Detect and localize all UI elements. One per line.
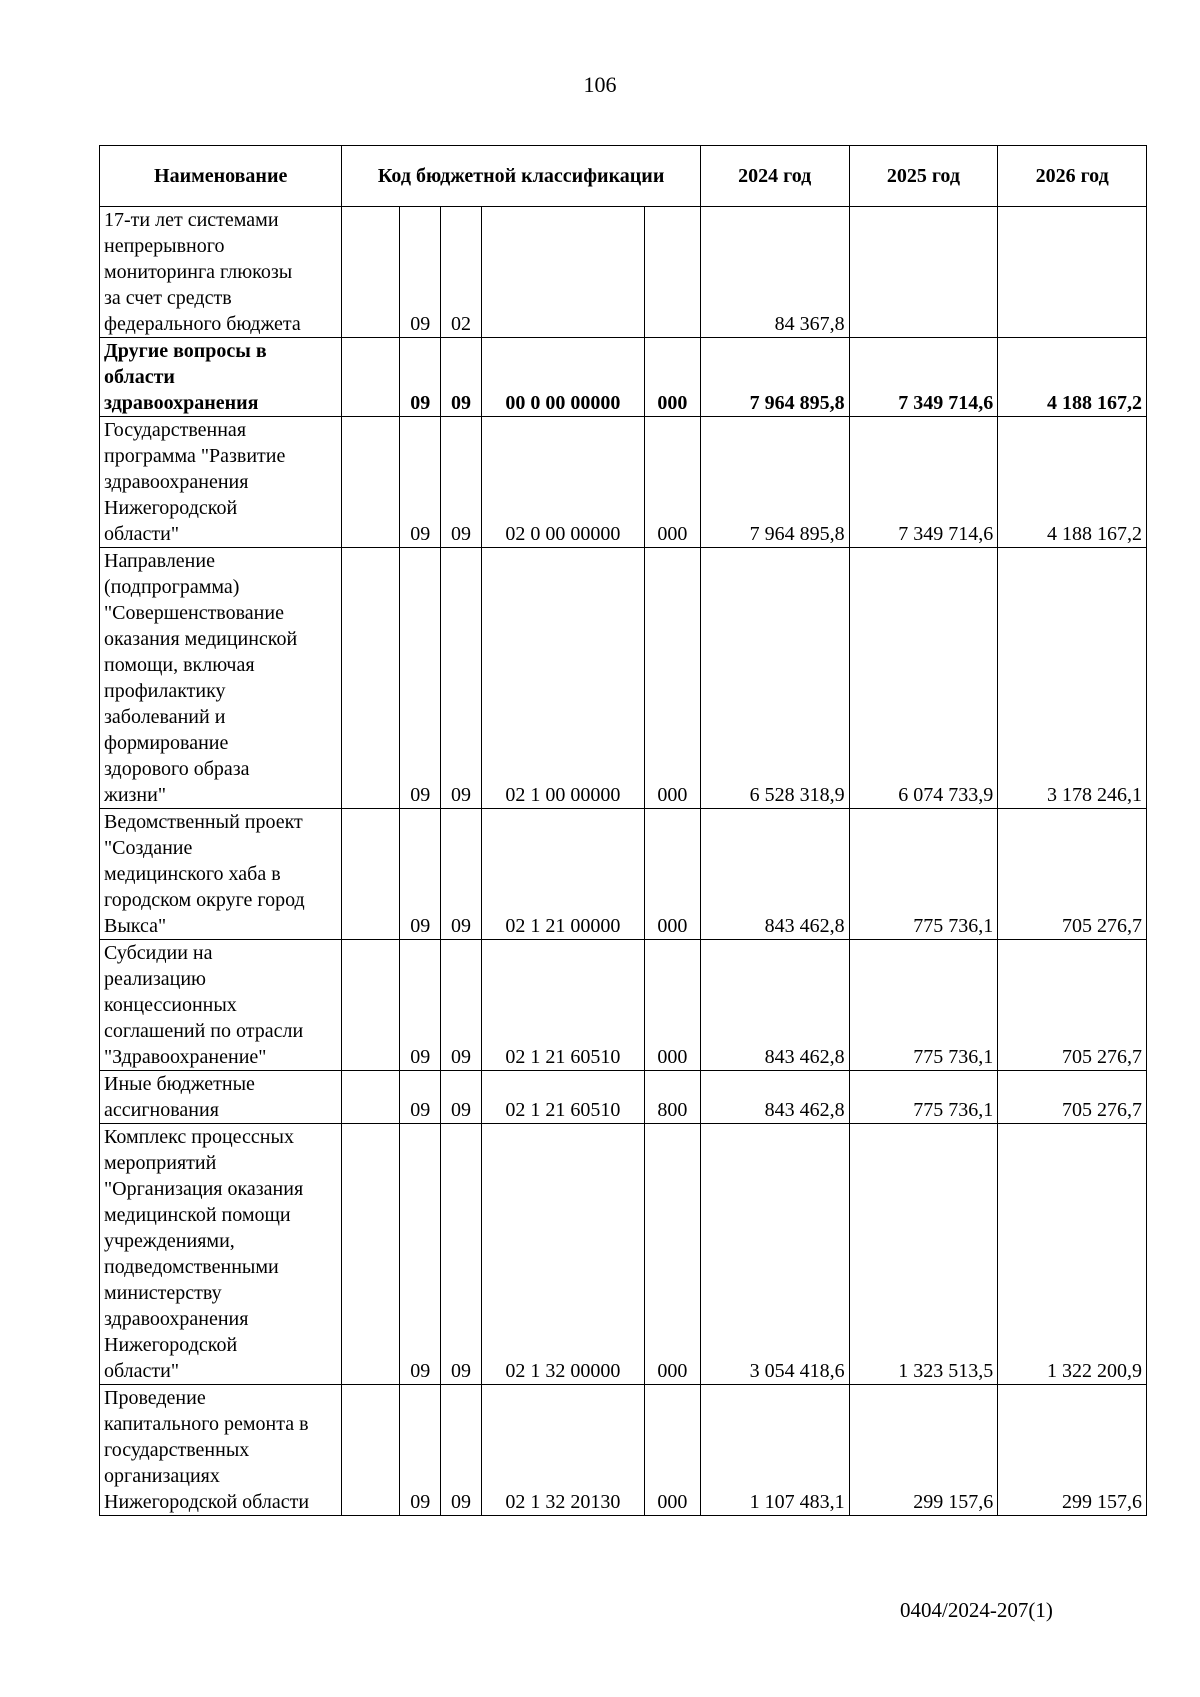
row-spacer <box>342 548 400 809</box>
table-row <box>100 548 1147 809</box>
row-subsection: 09 <box>441 417 482 548</box>
row-target-article: 02 0 00 00000 <box>481 417 644 548</box>
row-section: 09 <box>400 338 441 417</box>
row-name: Субсидии на реализацию концессионных соглашений по отрасли "Здравоохранение" <box>100 940 342 1071</box>
row-2026: 705 276,7 <box>998 940 1147 1071</box>
row-2024: 6 528 318,9 <box>700 548 849 809</box>
row-2025: 775 736,1 <box>849 809 998 940</box>
row-expense-type: 000 <box>644 417 700 548</box>
table-row <box>100 207 1147 338</box>
row-target-article: 02 1 32 00000 <box>481 1124 644 1385</box>
row-expense-type: 000 <box>644 548 700 809</box>
row-2024: 7 964 895,8 <box>700 417 849 548</box>
row-2026 <box>998 207 1147 338</box>
row-expense-type: 000 <box>644 809 700 940</box>
row-section: 09 <box>400 548 441 809</box>
row-2025: 775 736,1 <box>849 940 998 1071</box>
row-2024: 843 462,8 <box>700 809 849 940</box>
row-target-article: 02 1 21 00000 <box>481 809 644 940</box>
row-2025: 7 349 714,6 <box>849 338 998 417</box>
row-subsection: 09 <box>441 940 482 1071</box>
row-section: 09 <box>400 417 441 548</box>
table-row <box>100 1071 1147 1124</box>
row-2025: 1 323 513,5 <box>849 1124 998 1385</box>
row-2025: 299 157,6 <box>849 1385 998 1516</box>
row-expense-type: 000 <box>644 338 700 417</box>
header-2025: 2025 год <box>849 146 998 207</box>
row-subsection: 09 <box>441 1124 482 1385</box>
row-name: 17-ти лет системами непрерывного мониторинга глюкозы за счет средств федерального бюджета <box>100 207 342 338</box>
row-2025: 6 074 733,9 <box>849 548 998 809</box>
row-target-article <box>481 207 644 338</box>
row-2026: 705 276,7 <box>998 1071 1147 1124</box>
row-spacer <box>342 338 400 417</box>
row-section: 09 <box>400 1385 441 1516</box>
header-name: Наименование <box>100 146 342 207</box>
row-section: 09 <box>400 207 441 338</box>
row-target-article: 02 1 21 60510 <box>481 1071 644 1124</box>
table-row <box>100 809 1147 940</box>
row-2024: 843 462,8 <box>700 1071 849 1124</box>
row-2026: 705 276,7 <box>998 809 1147 940</box>
row-2024: 7 964 895,8 <box>700 338 849 417</box>
row-name: Другие вопросы в области здравоохранения <box>100 338 342 417</box>
row-target-article: 00 0 00 00000 <box>481 338 644 417</box>
row-spacer <box>342 809 400 940</box>
row-spacer <box>342 1385 400 1516</box>
row-expense-type <box>644 207 700 338</box>
row-spacer <box>342 1124 400 1385</box>
row-2026: 1 322 200,9 <box>998 1124 1147 1385</box>
document-number: 0404/2024-207(1) <box>900 1598 1053 1622</box>
row-spacer <box>342 1071 400 1124</box>
row-subsection: 02 <box>441 207 482 338</box>
row-section: 09 <box>400 1124 441 1385</box>
row-subsection: 09 <box>441 548 482 809</box>
row-name: Иные бюджетные ассигнования <box>100 1071 342 1124</box>
row-2025 <box>849 207 998 338</box>
row-expense-type: 800 <box>644 1071 700 1124</box>
row-2026: 4 188 167,2 <box>998 417 1147 548</box>
row-name: Ведомственный проект "Создание медицинского хаба в городском округе город Выкса" <box>100 809 342 940</box>
table-row <box>100 417 1147 548</box>
row-2026: 4 188 167,2 <box>998 338 1147 417</box>
row-name: Направление (подпрограмма) "Совершенствование оказания медицинской помощи, включая профилактику заболеваний и формирование здорового образа жизни" <box>100 548 342 809</box>
row-2026: 3 178 246,1 <box>998 548 1147 809</box>
row-2024: 1 107 483,1 <box>700 1385 849 1516</box>
row-subsection: 09 <box>441 1385 482 1516</box>
table-row <box>100 338 1147 417</box>
row-spacer <box>342 940 400 1071</box>
header-2026: 2026 год <box>998 146 1147 207</box>
row-target-article: 02 1 00 00000 <box>481 548 644 809</box>
row-subsection: 09 <box>441 338 482 417</box>
budget-table <box>99 145 1147 1516</box>
row-name: Комплекс процессных мероприятий "Организация оказания медицинской помощи учреждениями, подведомственными министерству здравоохранения Нижегородской области" <box>100 1124 342 1385</box>
table-row <box>100 940 1147 1071</box>
row-spacer <box>342 207 400 338</box>
row-target-article: 02 1 21 60510 <box>481 940 644 1071</box>
row-target-article: 02 1 32 20130 <box>481 1385 644 1516</box>
table-header-row <box>100 146 1147 207</box>
page-number: 106 <box>583 72 617 97</box>
table-row <box>100 1385 1147 1516</box>
row-section: 09 <box>400 940 441 1071</box>
row-2025: 7 349 714,6 <box>849 417 998 548</box>
row-spacer <box>342 417 400 548</box>
row-expense-type: 000 <box>644 1124 700 1385</box>
header-code: Код бюджетной классификации <box>342 146 700 207</box>
row-name: Проведение капитального ремонта в государственных организациях Нижегородской области <box>100 1385 342 1516</box>
row-subsection: 09 <box>441 809 482 940</box>
header-2024: 2024 год <box>700 146 849 207</box>
row-expense-type: 000 <box>644 940 700 1071</box>
row-2025: 775 736,1 <box>849 1071 998 1124</box>
row-section: 09 <box>400 1071 441 1124</box>
row-expense-type: 000 <box>644 1385 700 1516</box>
row-subsection: 09 <box>441 1071 482 1124</box>
row-section: 09 <box>400 809 441 940</box>
row-2026: 299 157,6 <box>998 1385 1147 1516</box>
table-row <box>100 1124 1147 1385</box>
row-2024: 843 462,8 <box>700 940 849 1071</box>
row-2024: 84 367,8 <box>700 207 849 338</box>
row-name: Государственная программа "Развитие здравоохранения Нижегородской области" <box>100 417 342 548</box>
row-2024: 3 054 418,6 <box>700 1124 849 1385</box>
